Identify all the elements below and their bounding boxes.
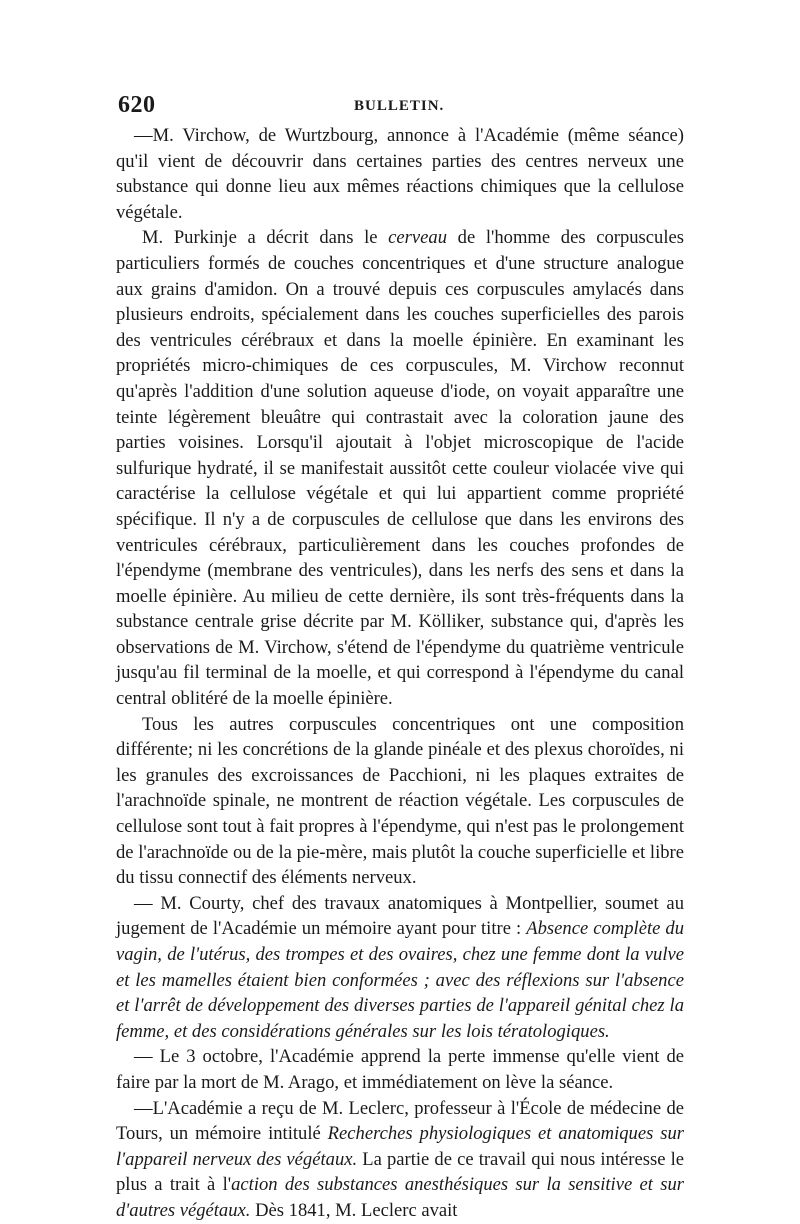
paragraph-purkinje-part-1: M. Purkinje a décrit dans le bbox=[142, 227, 389, 249]
page-header bbox=[118, 92, 688, 122]
paragraph-virchow: —M. Virchow, de Wurtzbourg, annonce à l'Académie (même séance) qu'il vient de découvrir dans certaines parties des centres nerveux une substance qui donne lieu aux mêmes réactions chimiques que la cellulose végétale. bbox=[116, 125, 684, 223]
body-text bbox=[116, 123, 684, 1224]
paragraph-leclerc-intro: —L'Académie a reçu de M. Leclerc, professeur à l'École de médecine de Tours, un mémoire intitulé bbox=[116, 1097, 684, 1145]
paragraph-courty bbox=[116, 891, 684, 1045]
cerveau-italic: cerveau bbox=[388, 227, 447, 249]
courty-memoir-title: Absence complète du vagin, de l'utérus, des trompes et des ovaires, chez une femme dont la vulve et les mamelles étaient bien conformées ; avec des réflexions sur l'absence et l'arrêt de développement des diverses parties de l'appareil génital chez la femme, et des considérations générales sur les lois tératologiques. bbox=[116, 918, 685, 1042]
paragraph-purkinje bbox=[116, 225, 684, 711]
running-title: BULLETIN. bbox=[354, 98, 445, 114]
paragraph-arago: — Le 3 octobre, l'Académie apprend la perte immense qu'elle vient de faire par la mort de M. Arago, et immédiatement on lève la séance. bbox=[116, 1046, 684, 1093]
paragraph-courty-intro: — M. Courty, chef des travaux anatomiques à Montpellier, soumet au jugement de l'Académie un mémoire ayant pour titre : bbox=[116, 892, 684, 940]
page-number: 620 bbox=[118, 92, 156, 118]
anesthetic-action-italic: action des substances anesthésiques sur la sensitive et sur d'autres végétaux. bbox=[116, 1174, 684, 1221]
paragraph-leclerc-middle: La partie de ce travail qui nous intéresse le plus a trait à l' bbox=[116, 1148, 684, 1196]
paragraph-leclerc bbox=[116, 1096, 684, 1224]
paragraph-other-corpuscles: Tous les autres corpuscules concentriques ont une composition différente; ni les concrétions de la glande pinéale et des plexus choroïdes, ni les granules des excroissances de Pacchioni, ni les plaques extraites de l'arachnoïde spinale, ne montrent de réaction végétale. Les corpuscules de cellulose sont tout à fait propres à l'épendyme, qui n'est pas le prolongement de l'arachnoïde ou de la pie-mère, mais plutôt la couche superficielle et libre du tissu connectif des éléments nerveux. bbox=[116, 713, 684, 889]
leclerc-memoir-title: Recherches physiologiques et anatomiques sur l'appareil nerveux des végétaux. bbox=[116, 1123, 684, 1170]
paragraph-purkinje-part-2: de l'homme des corpuscules particuliers formés de couches concentriques et d'une structure analogue aux grains d'amidon. On a trouvé depuis ces corpuscules amylacés dans plusieurs endroits, spécialement dans les couches superficielles des parois des ventricules cérébraux et dans la moelle épinière. En examinant les propriétés micro-chimiques de ces corpuscules, M. Virchow reconnut qu'après l'addition d'une solution aqueuse d'iode, on voyait apparaître une teinte légèrement bleuâtre qui contrastait avec la coloration jaune des parties voisines. Lorsqu'il ajoutait à l'objet microscopique de l'acide sulfurique hydraté, il se manifestait aussitôt cette couleur violacée vive qui caractérise la cellulose végétale et qui lui appartient comme propriété spécifique. Il n'y a de corpuscules de cellulose que dans les environs des ventricules cérébraux, particulièrement dans les couches profondes de l'épendyme (membrane des ventricules), dans les nerfs des sens et dans la moelle épinière. Au milieu de cette dernière, ils sont très-fréquents dans la substance centrale grise décrite par M. Kölliker, substance qui, d'après les observations de M. Virchow, s'étend de l'épendyme du quatrième ventricule jusqu'au fil terminal de la moelle, et qui correspond à l'épendyme du canal central oblitéré de la moelle épinière. bbox=[116, 227, 684, 710]
paragraph-leclerc-end: Dès 1841, M. Leclerc avait bbox=[250, 1199, 458, 1221]
